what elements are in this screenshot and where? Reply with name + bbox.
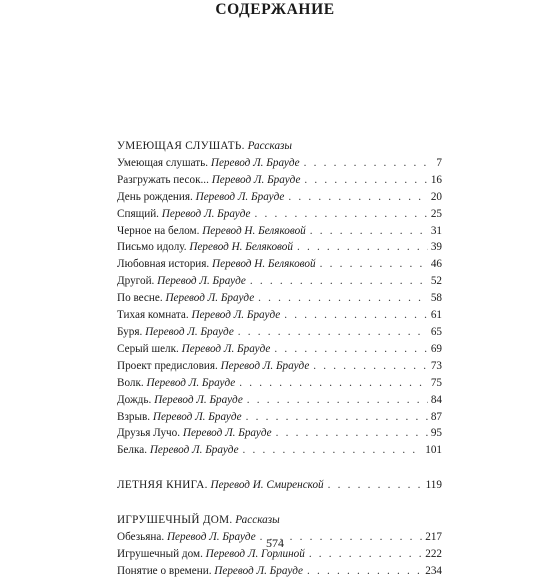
toc-entry[interactable] xyxy=(117,324,442,341)
toc-entry[interactable] xyxy=(117,409,442,426)
section-title: ИГРУШЕЧНЫЙ ДОМ. xyxy=(117,514,233,527)
entry-page: 222 xyxy=(425,547,442,560)
dot-leader xyxy=(310,223,428,240)
entry-title: Письмо идолу. xyxy=(117,241,187,254)
toc-entry[interactable] xyxy=(117,341,442,358)
entry-translator: Перевод Л. Брауде xyxy=(146,376,236,389)
entry-title: Тихая комната. xyxy=(117,309,189,322)
toc-entry[interactable] xyxy=(117,425,442,442)
dot-leader xyxy=(250,273,428,290)
entry-translator: Перевод Н. Беляковой xyxy=(189,241,293,254)
entry-translator: Перевод Н. Беляковой xyxy=(202,224,306,237)
entry-title: Разгружать песок... xyxy=(117,173,209,186)
entry-translator: Перевод Н. Беляковой xyxy=(212,258,316,271)
toc-entry[interactable] xyxy=(117,273,442,290)
entry-page: 234 xyxy=(425,564,442,577)
entry-title: Друзья Лучо. xyxy=(117,427,181,440)
dot-leader xyxy=(304,155,429,172)
dot-leader xyxy=(239,375,428,392)
toc-entry[interactable] xyxy=(117,392,442,409)
table-of-contents xyxy=(117,138,442,580)
entry-translator: Перевод Л. Брауде xyxy=(210,156,300,169)
toc-entry[interactable] xyxy=(117,256,442,273)
entry-translator: Перевод Л. Брауде xyxy=(145,325,234,338)
toc-entry[interactable] xyxy=(117,358,442,375)
entry-title: День рождения. xyxy=(117,190,193,203)
section-title: УМЕЮЩАЯ СЛУШАТЬ. xyxy=(117,140,245,152)
toc-entry[interactable] xyxy=(117,189,442,206)
entry-title: Игрушечный дом. xyxy=(117,547,203,560)
entry-translator: Перевод Л. Брауде xyxy=(182,427,272,440)
entry-title: Умеющая слушать. xyxy=(117,156,209,169)
toc-entry[interactable] xyxy=(117,290,442,307)
toc-entry[interactable] xyxy=(117,223,442,240)
toc-entry[interactable] xyxy=(117,442,442,459)
page-number: 574 xyxy=(266,536,284,550)
entry-title: Понятие о времени. xyxy=(117,564,212,577)
dot-leader xyxy=(258,290,428,307)
entry-translator: Перевод Л. Брауде xyxy=(166,531,256,544)
entry-page: 84 xyxy=(430,393,442,406)
entry-page: 52 xyxy=(430,275,442,288)
entry-translator: Перевод Л. Брауде xyxy=(157,275,246,288)
entry-page: 46 xyxy=(430,258,442,271)
entry-page: 217 xyxy=(425,531,442,544)
section-spacer xyxy=(117,494,442,512)
entry-page: 20 xyxy=(430,190,442,203)
page-title: СОДЕРЖАНИЕ xyxy=(215,1,335,18)
entry-translator: Перевод Л. Брауде xyxy=(154,393,243,406)
entry-page: 87 xyxy=(430,410,442,423)
entry-title: Другой. xyxy=(117,275,155,288)
entry-page: 69 xyxy=(430,342,442,355)
entry-title: Дождь. xyxy=(117,393,152,406)
entry-page: 39 xyxy=(430,241,442,254)
entry-translator: Перевод Л. Брауде xyxy=(214,564,304,577)
entry-page: 73 xyxy=(430,359,442,372)
section-subtitle: Рассказы xyxy=(247,140,292,152)
toc-entry[interactable] xyxy=(117,375,442,392)
entry-page: 95 xyxy=(430,427,442,440)
entry-title: Проект предисловия. xyxy=(117,359,218,372)
toc-entry[interactable] xyxy=(117,563,442,580)
entry-page: 65 xyxy=(430,325,442,338)
entry-title: Буря. xyxy=(117,325,143,338)
dot-leader xyxy=(284,307,428,324)
entry-title: Обезьяна. xyxy=(117,531,165,544)
toc-entry[interactable] xyxy=(117,155,442,172)
toc-entry[interactable] xyxy=(117,172,442,189)
entry-translator: Перевод И. Смиренской xyxy=(210,479,324,492)
entry-translator: Перевод Л. Брауде xyxy=(149,444,239,457)
entry-translator: Перевод Л. Брауде xyxy=(211,173,301,186)
dot-leader xyxy=(276,425,428,442)
entry-page: 61 xyxy=(430,309,442,322)
dot-leader xyxy=(247,392,428,409)
entry-page: 31 xyxy=(430,224,442,237)
dot-leader xyxy=(246,409,428,426)
dot-leader xyxy=(238,324,428,341)
section-subtitle: Рассказы xyxy=(235,514,280,527)
entry-translator: Перевод Л. Брауде xyxy=(195,190,285,203)
entry-translator: Перевод Л. Брауде xyxy=(181,342,271,355)
entry-title: Спящий. xyxy=(117,207,159,220)
entry-title: Взрыв. xyxy=(117,410,151,423)
entry-translator: Перевод Л. Брауде xyxy=(191,309,281,322)
section-spacer xyxy=(117,459,442,477)
toc-entry[interactable] xyxy=(117,477,442,494)
dot-leader xyxy=(328,477,423,494)
entry-title: Черное на белом. xyxy=(117,224,200,237)
entry-page: 75 xyxy=(430,376,442,389)
dot-leader xyxy=(313,358,428,375)
entry-title: Белка. xyxy=(117,444,148,457)
entry-translator: Перевод Л. Брауде xyxy=(161,207,251,220)
entry-translator: Перевод Л. Горлиной xyxy=(205,547,305,560)
section-heading xyxy=(117,512,442,529)
dot-leader xyxy=(288,189,427,206)
entry-title: Серый шелк. xyxy=(117,342,179,355)
entry-page: 16 xyxy=(430,173,442,186)
section-heading xyxy=(117,138,442,155)
entry-title: По весне. xyxy=(117,292,163,305)
section-title: ЛЕТНЯЯ КНИГА. xyxy=(117,479,208,492)
dot-leader xyxy=(307,563,422,580)
entry-page: 58 xyxy=(430,292,442,305)
dot-leader xyxy=(274,341,427,358)
entry-title: Любовная история. xyxy=(117,258,210,271)
dot-leader xyxy=(304,172,427,189)
toc-entry[interactable] xyxy=(117,206,442,223)
entry-title: Волк. xyxy=(117,376,144,389)
dot-leader xyxy=(320,256,428,273)
entry-translator: Перевод Л. Брауде xyxy=(220,359,310,372)
dot-leader xyxy=(297,239,428,256)
entry-page: 101 xyxy=(425,444,442,457)
entry-translator: Перевод Л. Брауде xyxy=(165,292,255,305)
toc-entry[interactable] xyxy=(117,307,442,324)
toc-entry[interactable] xyxy=(117,239,442,256)
entry-page: 25 xyxy=(430,207,442,220)
dot-leader xyxy=(255,206,428,223)
entry-page: 119 xyxy=(425,479,442,492)
entry-translator: Перевод Л. Брауде xyxy=(152,410,242,423)
entry-page: 7 xyxy=(436,156,442,169)
dot-leader xyxy=(243,442,423,459)
